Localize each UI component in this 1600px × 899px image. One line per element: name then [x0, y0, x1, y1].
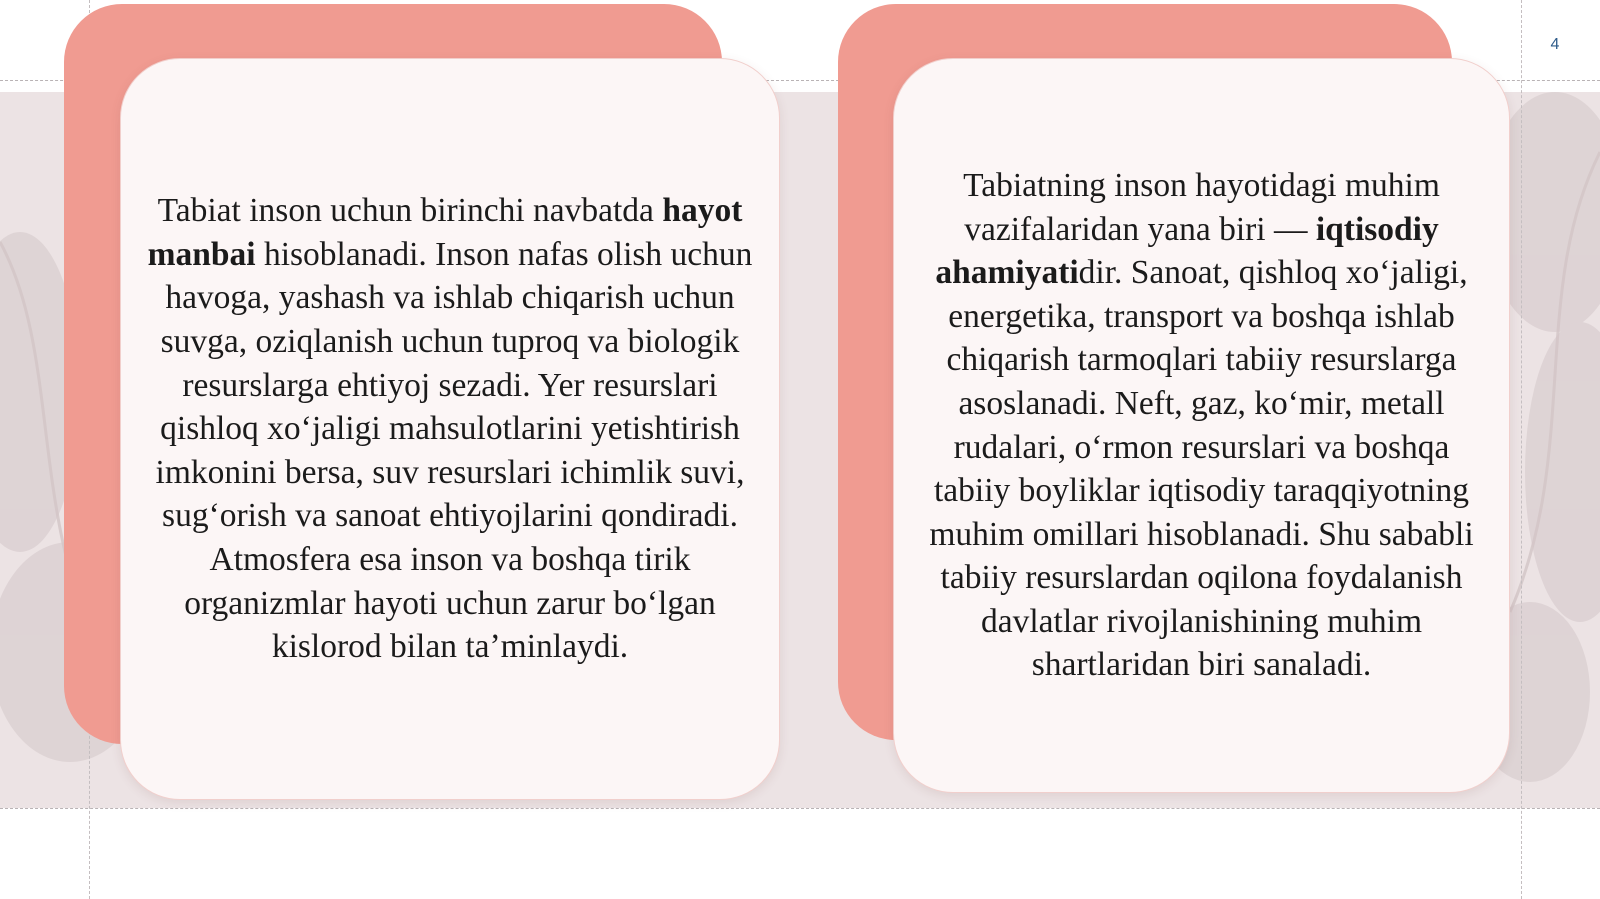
- right-card-paragraph: Tabiatning inson hayotidagi muhim vazifalaridan yana biri — iqtisodiy ahamiyatidir. Sanoat, qishloq xoʻjaligi, energetika, transport va boshqa ishlab chiqarish tarmoqlari tabiiy resurslarga asoslanadi. Neft, gaz, koʻmir, metall rudalari, oʻrmon resurslari va boshqa tabiiy boyliklar iqtisodiy taraqqiyotning muhim omillari hisoblanadi. Shu sababli tabiiy resurslardan oqilona foydalanish davlatlar rivojlanishining muhim shartlaridan biri sanaladi.: [929, 166, 1474, 684]
- right-card-bold-phrase: iqtisodiy ahamiyati: [935, 210, 1439, 292]
- left-card-paragraph: Tabiat inson uchun birinchi navbatda hayot manbai hisoblanadi. Inson nafas olish uchun havoga, yashash va ishlab chiqarish uchun suvga, oziqlanish uchun tuproq va biologik resurslarga ehtiyoj sezadi. Yer resurslari qishloq xoʻjaligi mahsulotlarini yetishtirish imkonini bersa, suv resurslari ichimlik suvi, sugʻorish va sanoat ehtiyojlarini qondiradi. Atmosfera esa inson va boshqa tirik organizmlar hayoti uchun zarur boʻlgan kislorod bilan taʼminlaydi.: [147, 192, 753, 666]
- guide-line-right: [1521, 0, 1522, 899]
- left-card-bold-phrase: hayot manbai: [147, 192, 743, 273]
- right-text-card: [893, 58, 1510, 793]
- guide-line-bottom: [0, 808, 1600, 809]
- page-number: 4: [1550, 36, 1560, 53]
- left-text-card: [120, 58, 780, 800]
